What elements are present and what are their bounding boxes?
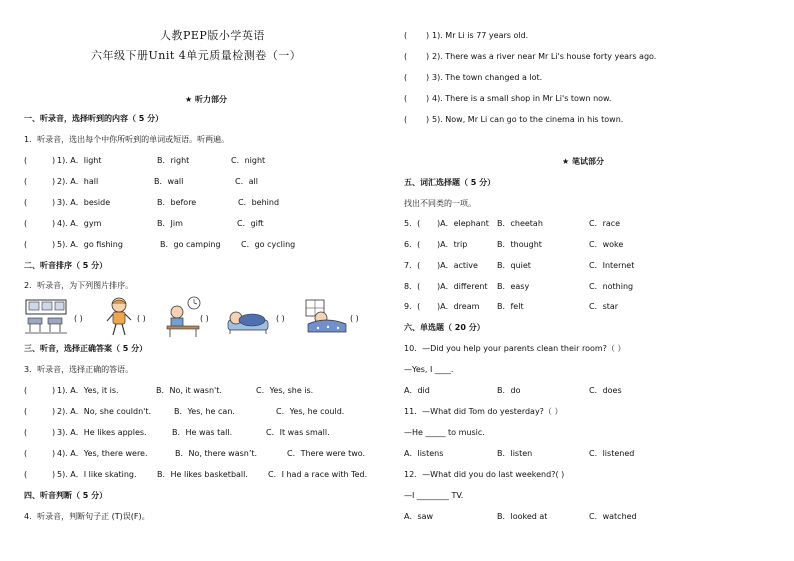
section-3-instruction: 3．听录音，选择正确的答语。 [24, 365, 134, 374]
answer-bracket-close: ) [52, 470, 56, 479]
question-number: 9．( [404, 302, 421, 311]
question-10-answer-line: —Yes, I ____. [404, 365, 454, 374]
option-b: B．listen [497, 449, 533, 458]
question-12-answer-line: —I ________ TV. [404, 491, 464, 500]
child-walking-picture [104, 296, 134, 338]
doc-title-line2: 六年级下册Unit 4单元质量检测卷（一） [91, 49, 302, 62]
section-5-heading: 五、词汇选择题（ 5 分） [404, 178, 496, 187]
question-10: 10．—Did you help your parents clean their room?（ ） [404, 344, 626, 353]
option-c: C．There were two. [287, 449, 366, 458]
question-11-answer-line: —He _____ to music. [404, 428, 485, 437]
question-number: 7．( [404, 261, 421, 270]
order-bracket-2: ( ) [137, 314, 146, 323]
statement-text: 2). There was a river near Mr Li's house forty years ago. [432, 52, 657, 61]
answer-bracket-open: ( [24, 219, 28, 228]
answer-bracket-open: ( [404, 31, 408, 40]
option-c: C．I had a race with Ted. [268, 470, 368, 479]
child-in-bed-picture [304, 298, 348, 336]
option-c: C．listened [589, 449, 635, 458]
option-b: B．looked at [497, 512, 548, 521]
option-b: B．quiet [497, 261, 531, 270]
option-c: C．night [231, 156, 266, 165]
section-2-heading: 二、听音排序（ 5 分） [24, 261, 108, 270]
option-b: B．wall [154, 177, 184, 186]
answer-bracket-open: ( [404, 115, 408, 124]
answer-bracket-open: ( [24, 198, 28, 207]
statement-text: 5). Now, Mr Li can go to the cinema in his town. [432, 115, 624, 124]
answer-bracket-close: ) [426, 115, 430, 124]
option-a: )A．elephant [437, 219, 489, 228]
option-c: C．gift [237, 219, 264, 228]
option-b: B．No, it wasn't. [156, 386, 222, 395]
option-b: B．Jim [157, 219, 183, 228]
option-b: B．do [497, 386, 521, 395]
answer-bracket-close: ) [426, 31, 430, 40]
order-bracket-1: ( ) [74, 314, 83, 323]
option-b: B．He was tall. [172, 428, 233, 437]
option-b: B．easy [497, 282, 530, 291]
option-a: )A．different [437, 282, 488, 291]
answer-bracket-open: ( [24, 449, 28, 458]
option-c: C．behind [238, 198, 280, 207]
option-a: 3). A．He likes apples. [57, 428, 147, 437]
option-c: C．Yes, she is. [256, 386, 314, 395]
answer-bracket-open: ( [404, 73, 408, 82]
answer-bracket-close: ) [52, 386, 56, 395]
answer-bracket-open: ( [24, 386, 28, 395]
option-a: 1). A．Yes, it is. [57, 386, 119, 395]
section-2-instruction: 2．听录音，为下列图片排序。 [24, 281, 134, 290]
answer-bracket-close: ) [52, 156, 56, 165]
option-b: B．thought [497, 240, 542, 249]
classroom-picture [24, 298, 68, 336]
option-a: 3). A．beside [57, 198, 111, 207]
option-c: C．watched [589, 512, 637, 521]
question-number: 8．( [404, 282, 421, 291]
option-a: A．listens [404, 449, 444, 458]
question-11: 11．—What did Tom do yesterday?（ ） [404, 407, 563, 416]
listening-part-heading: ★ 听力部分 [185, 95, 227, 104]
option-c: C．star [589, 302, 619, 311]
answer-bracket-open: ( [24, 407, 28, 416]
answer-bracket-close: ) [52, 407, 56, 416]
answer-bracket-close: ) [426, 94, 430, 103]
option-b: B．cheetah [497, 219, 543, 228]
option-b: B．felt [497, 302, 524, 311]
option-c: C．Yes, he could. [276, 407, 345, 416]
option-b: B．right [157, 156, 190, 165]
option-c: C．race [589, 219, 621, 228]
child-sleeping-picture [226, 306, 270, 336]
section-5-instruction: 找出不同类的一项。 [404, 199, 476, 208]
answer-bracket-open: ( [24, 156, 28, 165]
answer-bracket-open: ( [24, 428, 28, 437]
question-12: 12．—What did you do last weekend?( ) [404, 470, 565, 479]
answer-bracket-close: ) [52, 240, 56, 249]
child-at-desk-picture [164, 296, 202, 338]
doc-title-line1: 人教PEP版小学英语 [160, 29, 265, 42]
option-c: C．Internet [589, 261, 635, 270]
option-a: 2). A．hall [57, 177, 99, 186]
option-b: B．go camping [160, 240, 221, 249]
option-a: 4). A．gym [57, 219, 102, 228]
answer-bracket-close: ) [426, 52, 430, 61]
option-b: B．before [157, 198, 197, 207]
option-a: )A．active [437, 261, 478, 270]
answer-bracket-close: ) [52, 219, 56, 228]
section-1-heading: 一、听录音，选择听到的内容（ 5 分） [24, 114, 164, 123]
order-bracket-5: ( ) [350, 314, 359, 323]
answer-bracket-open: ( [404, 94, 408, 103]
option-a: 1). A．light [57, 156, 102, 165]
option-b: B．Yes, he can. [174, 407, 235, 416]
statement-text: 4). There is a small shop in Mr Li's town now. [432, 94, 612, 103]
answer-bracket-open: ( [24, 177, 28, 186]
statement-text: 1). Mr Li is 77 years old. [432, 31, 529, 40]
answer-bracket-close: ) [52, 177, 56, 186]
section-3-heading: 三、听音，选择正确答案（ 5 分） [24, 344, 148, 353]
option-a: 4). A．Yes, there were. [57, 449, 148, 458]
writing-part-heading: ★ 笔试部分 [562, 157, 604, 166]
answer-bracket-open: ( [24, 470, 28, 479]
question-number: 6．( [404, 240, 421, 249]
option-b: B．No, there wasn’t. [175, 449, 258, 458]
answer-bracket-close: ) [426, 73, 430, 82]
answer-bracket-close: ) [52, 198, 56, 207]
answer-bracket-open: ( [404, 52, 408, 61]
answer-bracket-open: ( [24, 240, 28, 249]
option-c: C．all [235, 177, 258, 186]
option-a: A．did [404, 386, 430, 395]
section-6-heading: 六、单选题（ 20 分） [404, 323, 485, 332]
order-bracket-3: ( ) [200, 314, 209, 323]
option-a: 2). A．No, she couldn't. [57, 407, 152, 416]
option-c: C．woke [589, 240, 624, 249]
option-a: A．saw [404, 512, 434, 521]
answer-bracket-close: ) [52, 449, 56, 458]
option-c: C．It was small. [266, 428, 330, 437]
answer-bracket-close: ) [52, 428, 56, 437]
option-c: C．go cycling [241, 240, 296, 249]
option-a: )A．trip [437, 240, 468, 249]
option-a: 5). A．go fishing [57, 240, 123, 249]
option-a: 5). A．I like skating. [57, 470, 137, 479]
question-number: 5．( [404, 219, 421, 228]
order-bracket-4: ( ) [276, 314, 285, 323]
option-c: C．nothing [589, 282, 634, 291]
section-1-instruction: 1．听录音，选出每个中你所听到的单词或短语。听两遍。 [24, 135, 230, 144]
statement-text: 3). The town changed a lot. [432, 73, 543, 82]
section-4-heading: 四、听音判断（ 5 分） [24, 491, 108, 500]
option-c: C．does [589, 386, 622, 395]
option-b: B．He likes basketball. [157, 470, 248, 479]
option-a: )A．dream [437, 302, 480, 311]
section-4-instruction: 4．听录音，判断句子正 (T)误(F)。 [24, 512, 150, 521]
